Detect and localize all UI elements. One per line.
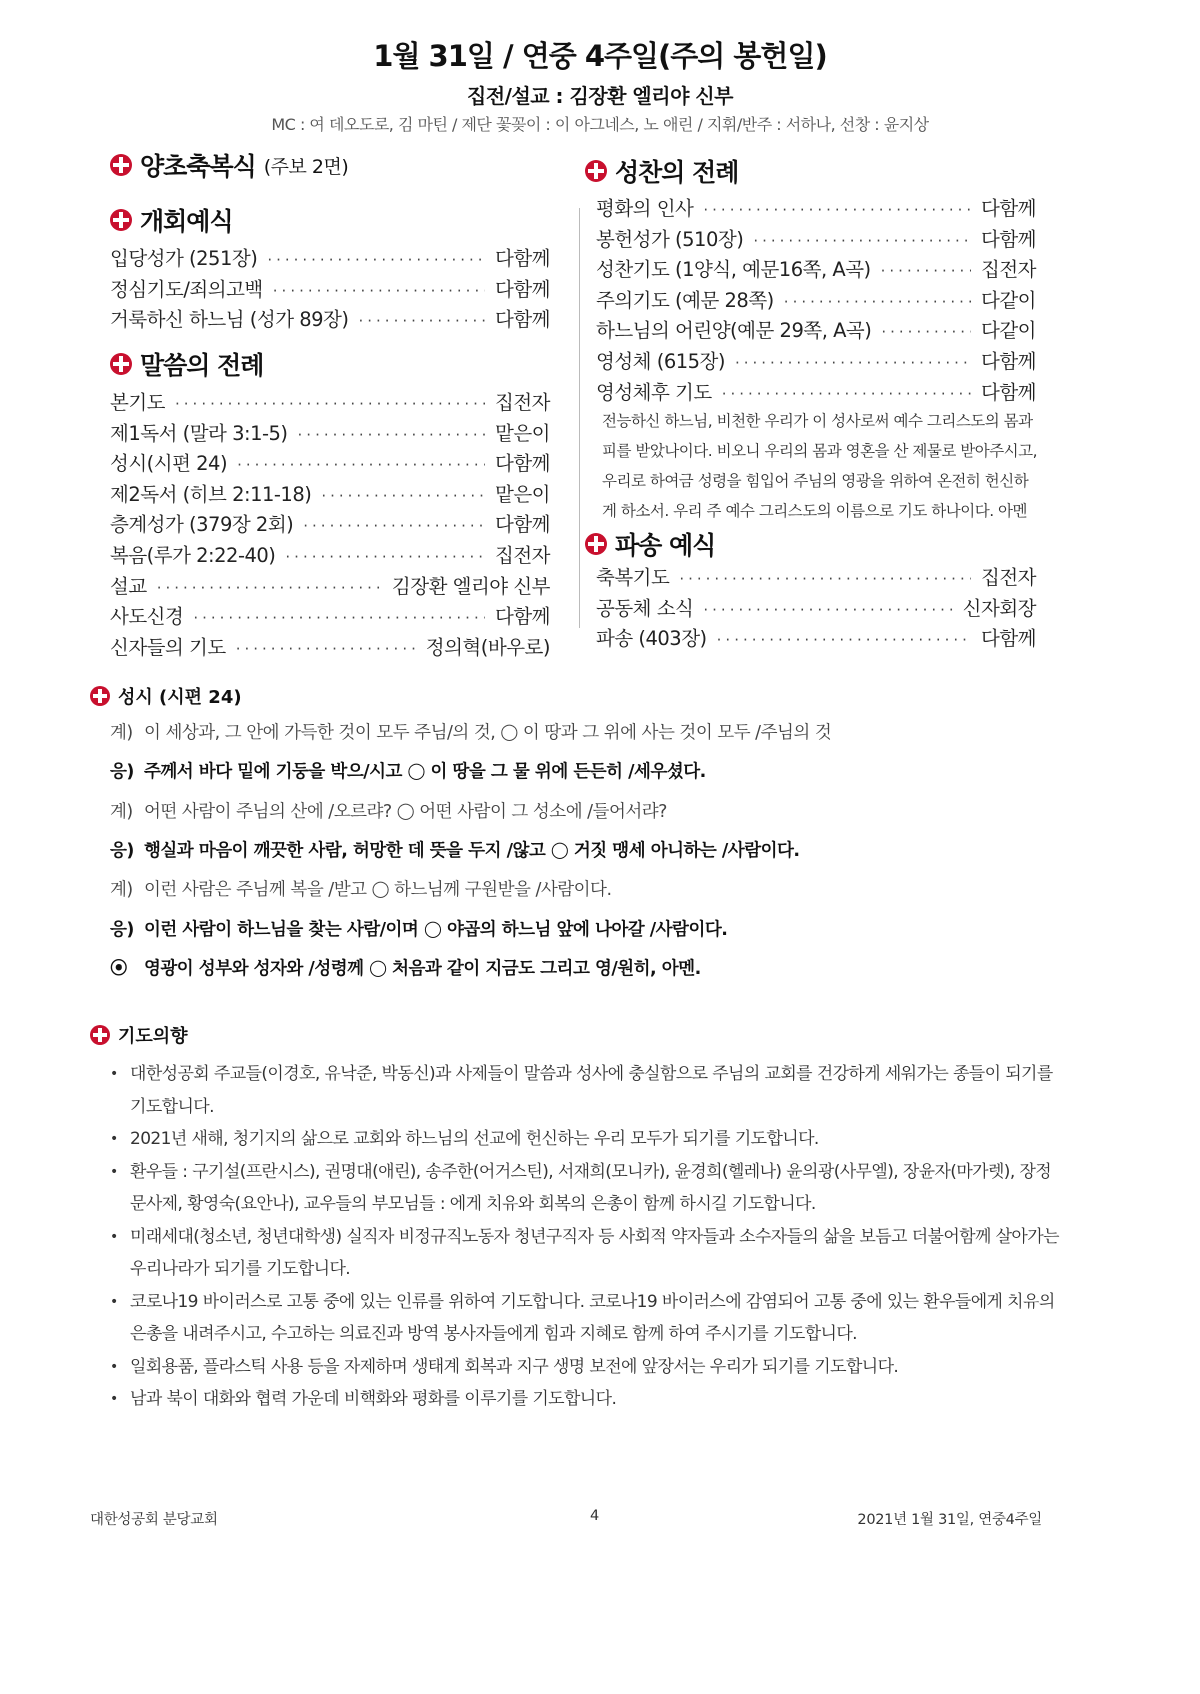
liturgy-row: 복음(루가 2:22-40) ····· 집전자	[110, 540, 550, 571]
psalm-line: 응) 이런 사람이 하느님을 찾는 사람/이며 ◯ 야곱의 하느님 앞에 나아갈 /사람이다.	[110, 918, 728, 940]
psalm-line: 계) 어떤 사람이 주님의 산에 /오르랴? ◯ 어떤 사람이 그 성소에 /들어서랴?	[110, 800, 667, 822]
cross-icon	[585, 533, 607, 555]
liturgy-row: 제1독서 (말라 3:1-5) ····· 맡은이	[110, 418, 550, 449]
column-divider	[579, 208, 580, 628]
liturgy-row: 본기도 ····· 집전자	[110, 387, 550, 418]
cross-icon	[585, 160, 607, 182]
footer-date: 2021년 1월 31일, 연중4주일	[857, 1512, 1042, 1528]
psalm-title: 성시 (시편 24)	[118, 687, 242, 708]
liturgy-row: 층계성가 (379장 2회) ····· 다함께	[110, 509, 550, 540]
staff-line: MC : 여 데오도로, 김 마틴 / 제단 꽃꽂이 : 이 아그네스, 노 애린 / 지휘/반주 : 서하나, 선창 : 윤지상	[271, 115, 929, 134]
liturgy-row: 주의기도 (예문 28쪽) ····· 다같이	[596, 285, 1036, 316]
liturgy-row: 성시(시편 24) ····· 다함께	[110, 448, 550, 479]
list-item: • 남과 북이 대화와 협력 가운데 비핵화와 평화를 이루기를 기도합니다.	[110, 1383, 1060, 1416]
intentions-heading	[90, 1022, 188, 1048]
cross-icon	[110, 154, 132, 176]
footer-church: 대한성공회 분당교회	[90, 1512, 218, 1528]
cross-icon	[110, 209, 132, 231]
liturgy-row: 거룩하신 하느님 (성가 89장) ····· 다함께	[110, 304, 550, 335]
liturgy-row: 축복기도 ····· 집전자	[596, 562, 1036, 593]
list-item: • 미래세대(청소년, 청년대학생) 실직자 비정규직노동자 청년구직자 등 사회적 약자들과 소수자들의 삶을 보듬고 더불어함께 살아가는 우리나라가 되기를 기도합니다.	[110, 1221, 1060, 1286]
section-candle-heading	[110, 147, 348, 183]
section-word-heading	[110, 346, 263, 382]
psalm-heading	[90, 683, 242, 709]
liturgy-row: 봉헌성가 (510장) ····· 다함께	[596, 224, 1036, 255]
liturgy-row: 영성체후 기도 ····· 다함께	[596, 377, 1036, 408]
list-item: • 환우들 : 구기설(프란시스), 권명대(애린), 송주한(어거스틴), 서재희(모니카), 윤경희(헬레나) 윤의광(사무엘), 장윤자(마가렛), 장정문사제, 황영숙(요안나), 교우들의 부모님들 : 에게 치유와 회복의 은총이 함께 하시길 기도합니다.	[110, 1156, 1060, 1221]
liturgy-row: 파송 (403장) ····· 다함께	[596, 623, 1036, 654]
footer-page-number: 4	[590, 1508, 599, 1524]
section-dismissal-title: 파송 예식	[615, 531, 716, 560]
liturgy-row: 성찬기도 (1양식, 예문16쪽, A곡) ····· 집전자	[596, 254, 1036, 285]
section-candle-note: (주보 2면)	[263, 155, 349, 178]
list-item: • 코로나19 바이러스로 고통 중에 있는 인류를 위하여 기도합니다. 코로나19 바이러스에 감염되어 고통 중에 있는 환우들에게 치유의 은총을 내려주시고, 수고하는 의료진과 방역 봉사자들에게 힘과 지혜로 함께 하여 주시기를 기도합니다.	[110, 1286, 1060, 1351]
psalm-line: 응) 행실과 마음이 깨끗한 사람, 허망한 데 뜻을 두지 /않고 ◯ 거짓 맹세 아니하는 /사람이다.	[110, 840, 800, 862]
cross-icon	[90, 686, 110, 706]
section-eucharist-heading	[585, 153, 738, 189]
intentions-list	[110, 1058, 1060, 1416]
section-candle-title: 양초축복식	[140, 152, 256, 181]
liturgy-row: 설교 ····· 김장환 엘리야 신부	[110, 571, 550, 602]
liturgy-row: 하느님의 어린양(예문 29쪽, A곡) ····· 다같이	[596, 315, 1036, 346]
list-item: • 2021년 새해, 청기지의 삶으로 교회와 하느님의 선교에 헌신하는 우리 모두가 되기를 기도합니다.	[110, 1123, 1060, 1156]
psalm-line: 계) 이런 사람은 주님께 복을 /받고 ◯ 하느님께 구원받을 /사람이다.	[110, 879, 612, 901]
dismissal-rows	[596, 562, 1036, 654]
section-word-title: 말씀의 전례	[140, 351, 264, 380]
word-rows	[110, 387, 550, 662]
opening-rows	[110, 243, 550, 335]
liturgy-row: 사도신경 ····· 다함께	[110, 601, 550, 632]
section-opening-title: 개회예식	[140, 207, 233, 236]
section-dismissal-heading	[585, 526, 715, 562]
psalm-line: 응) 주께서 바다 밑에 기둥을 박으/시고 ◯ 이 땅을 그 물 위에 든든히 /세우셨다.	[110, 761, 706, 783]
eucharist-rows	[596, 193, 1036, 407]
liturgy-row: 정심기도/죄의고백 ····· 다함께	[110, 274, 550, 305]
liturgy-row: 영성체 (615장) ····· 다함께	[596, 346, 1036, 377]
intentions-title: 기도의향	[118, 1026, 188, 1047]
liturgy-row: 평화의 인사 ····· 다함께	[596, 193, 1036, 224]
section-opening-heading	[110, 202, 233, 238]
page-title: 1월 31일 / 연중 4주일(주의 봉헌일)	[373, 39, 827, 73]
psalm-block	[110, 712, 1090, 987]
page-subtitle: 집전/설교 : 김장환 엘리야 신부	[467, 84, 733, 108]
psalm-line: ⦿ 영광이 성부와 성자와 /성령께 ◯ 처음과 같이 지금도 그리고 영/원히, 아멘.	[110, 957, 701, 979]
list-item: • 대한성공회 주교들(이경호, 유낙준, 박동신)과 사제들이 말씀과 성사에 충실함으로 주님의 교회를 건강하게 세워가는 종들이 되기를 기도합니다.	[110, 1058, 1060, 1123]
cross-icon	[110, 353, 132, 375]
psalm-line: 계) 이 세상과, 그 안에 가득한 것이 모두 주님/의 것, ◯ 이 땅과 그 위에 사는 것이 모두 /주님의 것	[110, 722, 832, 744]
liturgy-row: 신자들의 기도 ····· 정의혁(바우로)	[110, 632, 550, 663]
liturgy-row: 제2독서 (히브 2:11-18) ····· 맡은이	[110, 479, 550, 510]
cross-icon	[90, 1025, 110, 1045]
section-eucharist-title: 성찬의 전례	[615, 158, 739, 187]
liturgy-row: 공동체 소식 ····· 신자회장	[596, 593, 1036, 624]
liturgy-row: 입당성가 (251장) ····· 다함께	[110, 243, 550, 274]
post-communion-prayer: 전능하신 하느님, 비천한 우리가 이 성사로써 예수 그리스도의 몸과 피를 받았나이다. 비오니 우리의 몸과 영혼을 산 제물로 받아주시고, 우리로 하여금 성령을 힘입어 주님의 영광을 위하여 온전히 헌신하게 하소서. 우리 주 예수 그리스도의 이름으로 기도 하나이다. 아멘	[602, 412, 1038, 520]
list-item: • 일회용품, 플라스틱 사용 등을 자제하며 생태계 회복과 지구 생명 보전에 앞장서는 우리가 되기를 기도합니다.	[110, 1351, 1060, 1384]
